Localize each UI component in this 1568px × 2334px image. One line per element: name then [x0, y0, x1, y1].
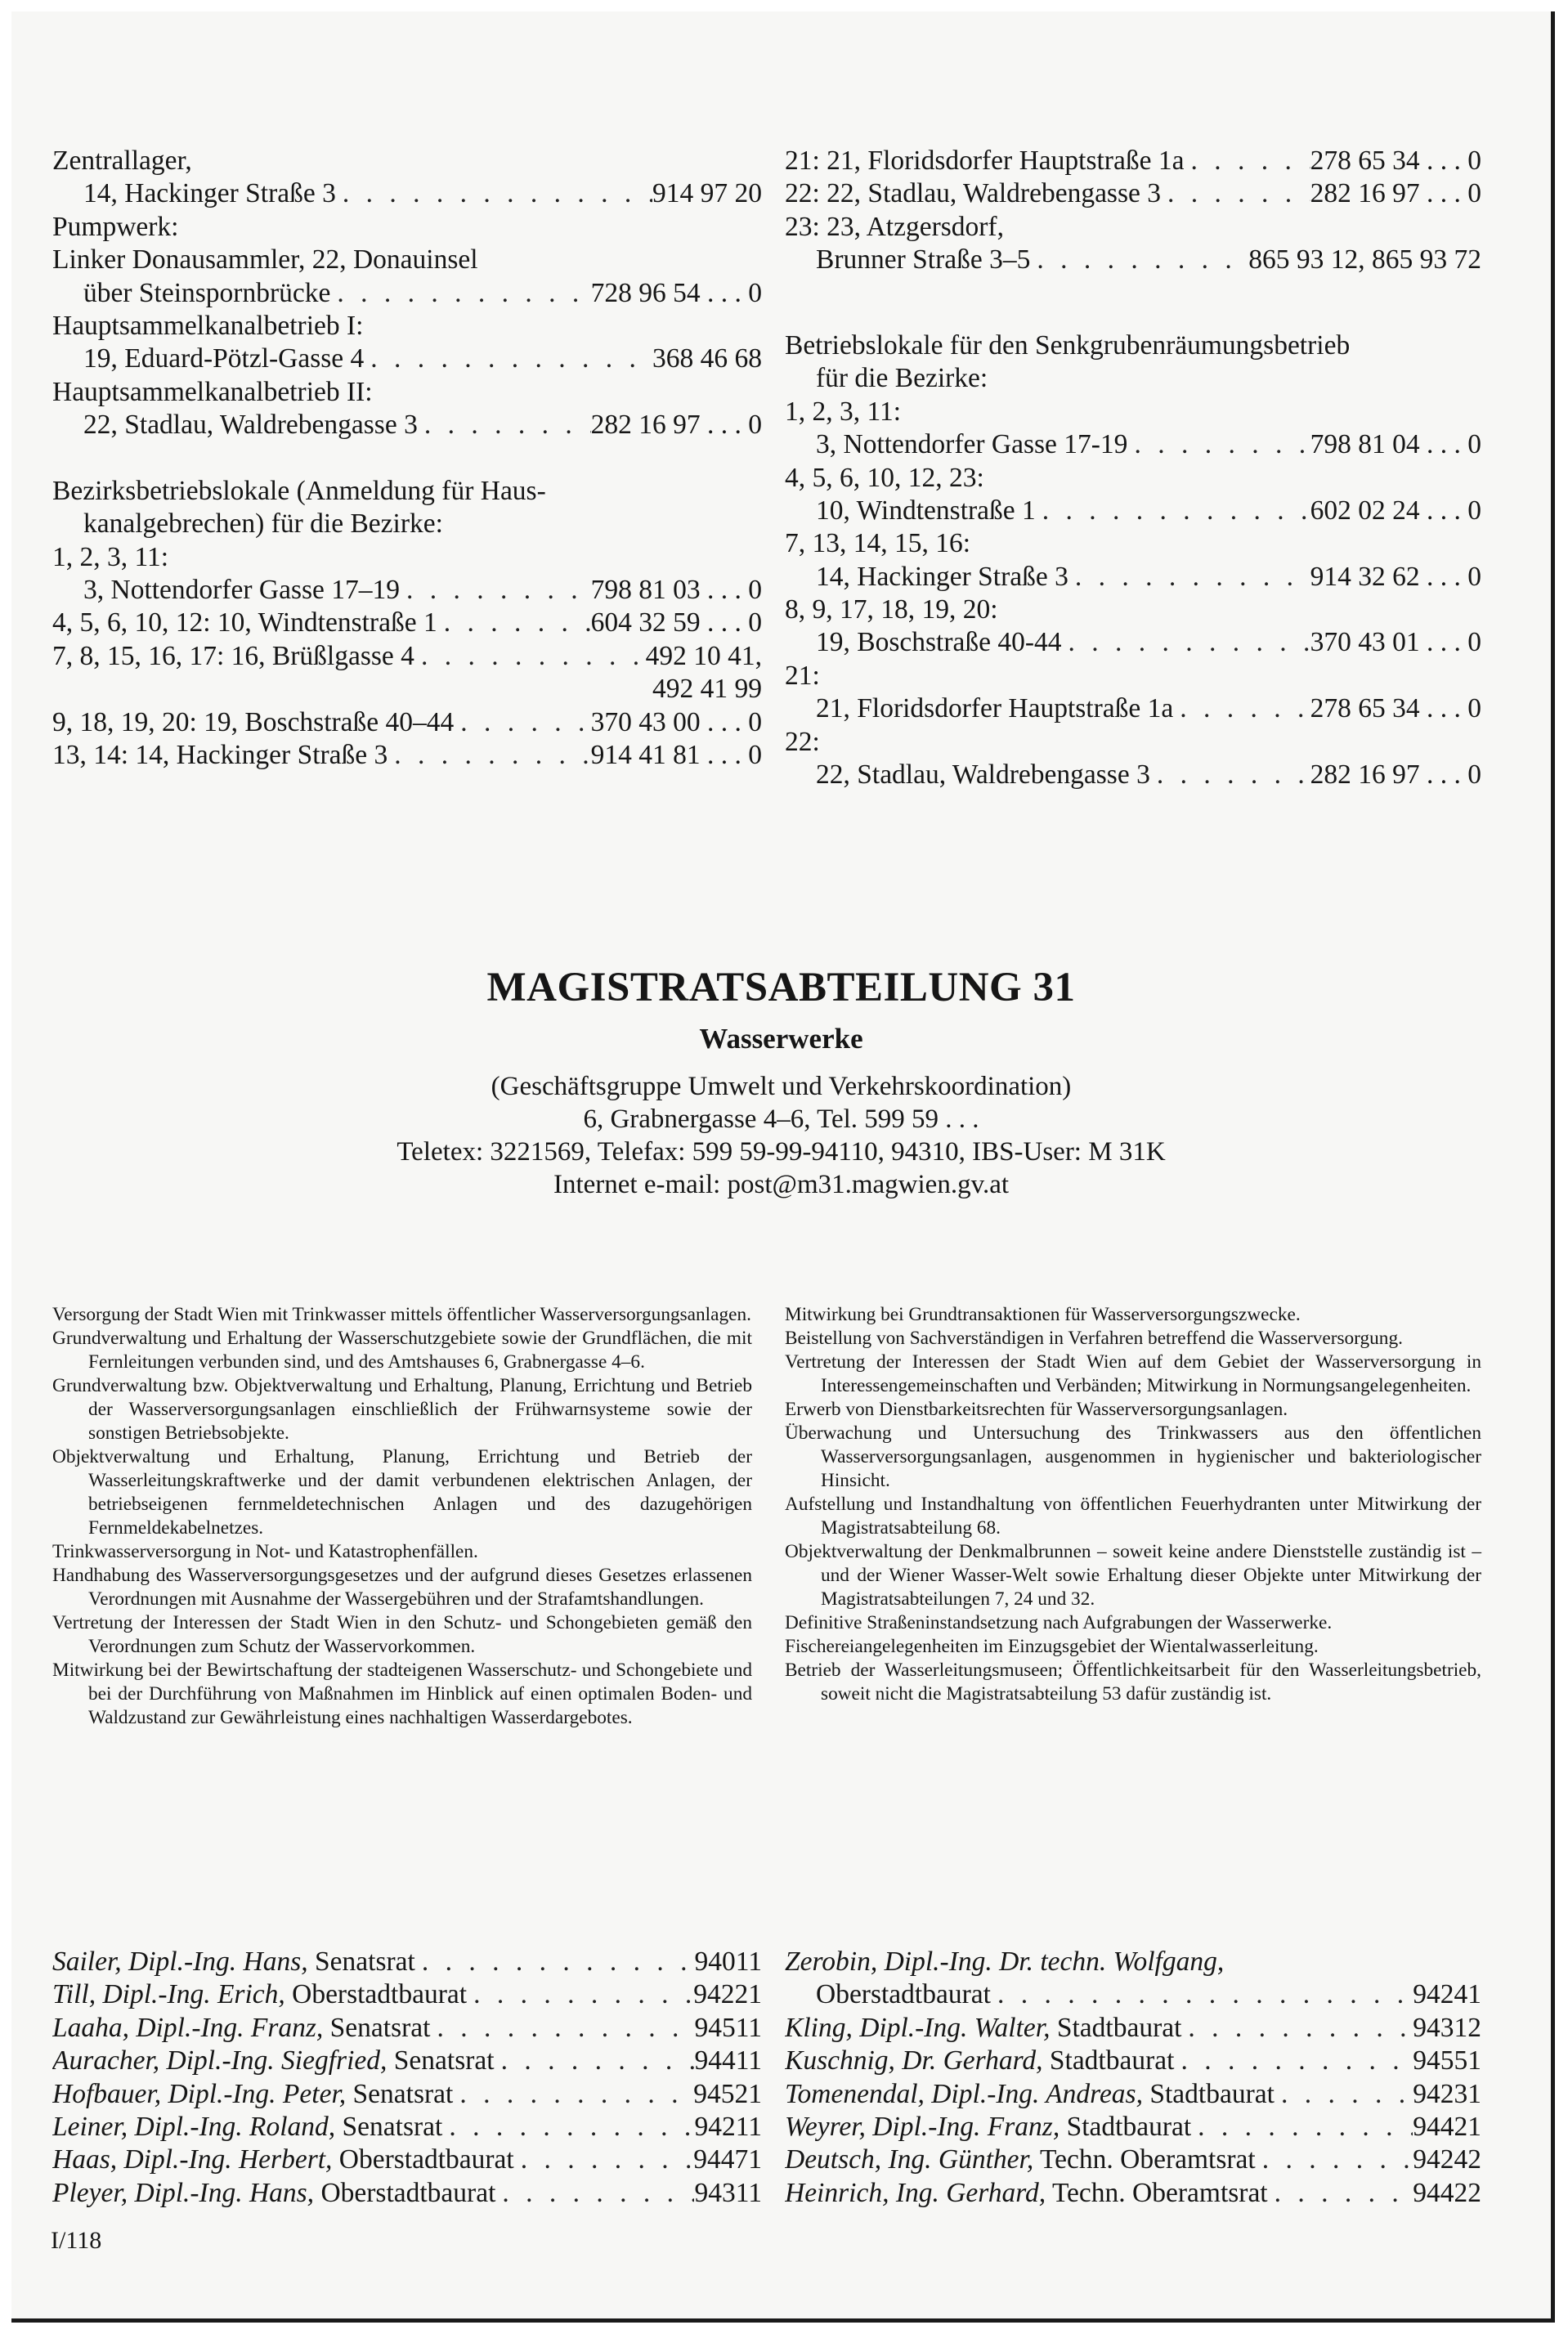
email-line: Internet e-mail: post@m31.magwien.gv.at: [553, 1170, 1010, 1199]
pumpwerk-entry: über Steinspornbrücke . . . 728 96 54 . . . 0: [52, 277, 762, 310]
duty-item: Trinkwasserversorgung in Not- und Katastrophenfällen.: [52, 1541, 478, 1562]
duty-item: Handhabung des Wasserversorgungsgesetzes und der aufgrund dieses Gesetzes erlassenen Verordnungen mit Ausnahme der Wassergebühren und der Strafamtshandlungen.: [52, 1565, 752, 1610]
senk-group-5: 21:: [785, 660, 820, 691]
senk-entry-5: 21, Floridsdorfer Hauptstraße 1a . . . 278 65 34 . . . 0: [785, 692, 1481, 725]
staff-row: Till, Dipl.-Ing. Erich, Oberstadtbaurat . . . 94221: [52, 1978, 762, 2011]
duty-item: Grundverwaltung bzw. Objektverwaltung und Erhaltung, Planung, Errichtung und Betrieb der Wasserversorgungsanlagen einschließlich der Frühwarnsysteme sowie der sonstigen Betriebsobjekte.: [52, 1375, 752, 1444]
document-page: [11, 11, 1555, 2323]
nottendorfer-entry: 3, Nottendorfer Gasse 17–19 . . . 798 81 03 . . . 0: [52, 574, 762, 607]
pumpwerk-line: Linker Donausammler, 22, Donauinsel: [52, 244, 478, 276]
hackinger-entry: 13, 14: 14, Hackinger Straße 3 . . . 914 41 81 . . . 0: [52, 739, 762, 772]
duty-item: Mitwirkung bei Grundtransaktionen für Wasserversorgungszwecke.: [785, 1304, 1301, 1325]
staff-row: Haas, Dipl.-Ing. Herbert, Oberstadtbaurat . . . 94471: [52, 2144, 762, 2176]
duties-right-column: [785, 1303, 1481, 1706]
bruessl-second-number: 492 41 99: [652, 674, 762, 705]
staff-row: Kuschnig, Dr. Gerhard, Stadtbaurat . . . 94551: [785, 2045, 1481, 2077]
senk-group-3: 7, 13, 14, 15, 16:: [785, 528, 971, 559]
teletex-line: Teletex: 3221569, Telefax: 599 59-99-94110, 94310, IBS-User: M 31K: [396, 1137, 1166, 1167]
zentrallager-entry: 14, Hackinger Straße 3 . . . 914 97 20: [52, 177, 762, 210]
staff-row: Hofbauer, Dipl.-Ing. Peter, Senatsrat . . . 94521: [52, 2078, 762, 2111]
duty-item: Vertretung der Interessen der Stadt Wien auf dem Gebiet der Wasserversorgung in Interessengemeinschaften und Verbänden; Mitwirkung in Normungsangelegenheiten.: [785, 1351, 1481, 1396]
duty-item: Grundverwaltung und Erhaltung der Wasserschutzgebiete sowie der Grundflächen, die mit Fernleitungen verbunden sind, und des Amtshauses 6, Grabnergasse 4–6.: [52, 1328, 752, 1373]
bezirks-heading-2: kanalgebrechen) für die Bezirke:: [83, 508, 443, 540]
duty-item: Objektverwaltung der Denkmalbrunnen – soweit keine andere Dienststelle zuständig ist – und der Wiener Wasser-Welt sowie Erhaltung dieser Objekte unter Mitwirkung der Magistratsabteilungen 7, 24 und 32.: [785, 1541, 1481, 1610]
duty-item: Überwachung und Untersuchung des Trinkwassers aus den öffentlichen Wasserversorgungsanlagen, ausgenommen in hygienischer und bakteriologischer Hinsicht.: [785, 1422, 1481, 1491]
atzgersdorf-heading: 23: 23, Atzgersdorf,: [785, 211, 1004, 242]
duty-item: Versorgung der Stadt Wien mit Trinkwasser mittels öffentlicher Wasserversorgungsanlagen.: [52, 1304, 751, 1325]
hauptsammel2-entry: 22, Stadlau, Waldrebengasse 3 . . . 282 16 97 . . . 0: [52, 409, 762, 441]
duty-item: Betrieb der Wasserleitungsmuseen; Öffentlichkeitsarbeit für den Wasserleitungsbetrieb, soweit nicht die Magistratsabteilung 53 dafür zuständig ist.: [785, 1660, 1481, 1705]
department-title: MAGISTRATSABTEILUNG 31: [486, 965, 1076, 1010]
staff-row: Kling, Dipl.-Ing. Walter, Stadtbaurat . . . 94312: [785, 2012, 1481, 2045]
boschstrasse-entry: 9, 18, 19, 20: 19, Boschstraße 40–44 . . . 370 43 00 . . . 0: [52, 706, 762, 739]
zentrallager-heading: Zentrallager,: [52, 146, 192, 176]
pumpwerk-heading: Pumpwerk:: [52, 211, 179, 242]
windtenstrasse-entry: 4, 5, 6, 10, 12: 10, Windtenstraße 1 . . . 604 32 59 . . . 0: [52, 607, 762, 639]
brunner-entry: Brunner Straße 3–5 . . . 865 93 12, 865 93 72: [785, 244, 1481, 276]
senk-entry-6: 22, Stadlau, Waldrebengasse 3 . . . 282 16 97 . . . 0: [785, 759, 1481, 791]
duty-item: Vertretung der Interessen der Stadt Wien in den Schutz- und Schongebieten gemäß den Verordnungen zum Schutz der Wasservorkommen.: [52, 1612, 752, 1657]
senk-group-6: 22:: [785, 726, 820, 757]
top-right-column: [785, 145, 1481, 791]
staff-row-name: Zerobin, Dipl.-Ing. Dr. techn. Wolfgang,: [785, 1946, 1225, 1977]
staff-row: Oberstadtbaurat . . . 94241: [785, 1978, 1481, 2011]
senk-group-1: 1, 2, 3, 11:: [785, 396, 902, 427]
duty-item: Fischereiangelegenheiten im Einzugsgebiet der Wientalwasserleitung.: [785, 1636, 1319, 1657]
hauptsammel2-heading: Hauptsammelkanalbetrieb II:: [52, 376, 373, 407]
bezirks-heading-1: Bezirksbetriebslokale (Anmeldung für Haus-: [52, 475, 546, 506]
senk-group-2: 4, 5, 6, 10, 12, 23:: [785, 462, 984, 493]
staff-row: Sailer, Dipl.-Ing. Hans, Senatsrat . . . 94011: [52, 1946, 762, 1978]
business-group: (Geschäftsgruppe Umwelt und Verkehrskoordination): [491, 1072, 1072, 1101]
staff-row: Weyrer, Dipl.-Ing. Franz, Stadtbaurat . . . 94421: [785, 2111, 1481, 2144]
duty-item: Beistellung von Sachverständigen in Verfahren betreffend die Wasserversorgung.: [785, 1328, 1403, 1349]
staff-row: Heinrich, Ing. Gerhard, Techn. Oberamtsrat . . . 94422: [785, 2177, 1481, 2210]
duty-item: Objektverwaltung und Erhaltung, Planung, Errichtung und Betrieb der Wasserleitungskraftwerke und der damit verbundenen elektrischen Anlagen, der betriebseigenen fernmeldetechnischen Anlagen und des dazugehörigen Fernmeldekabelnetzes.: [52, 1446, 752, 1539]
staff-row: Deutsch, Ing. Günther, Techn. Oberamtsrat . . . 94242: [785, 2144, 1481, 2176]
stadlau-entry: 22: 22, Stadlau, Waldrebengasse 3 . . . 282 16 97 . . . 0: [785, 177, 1481, 210]
staff-row: Auracher, Dipl.-Ing. Siegfried, Senatsrat . . . 94411: [52, 2045, 762, 2077]
hauptsammel1-heading: Hauptsammelkanalbetrieb I:: [52, 310, 364, 341]
duty-item: Mitwirkung bei der Bewirtschaftung der stadteigenen Wasserschutz- und Schongebiete und bei der Durchführung von Maßnahmen im Hinblick auf einen optimalen Boden- und Waldzustand zur Gewährleistung eines nachhaltigen Wasserdargebotes.: [52, 1660, 752, 1728]
floridsdorf-entry: 21: 21, Floridsdorfer Hauptstraße 1a . . . 278 65 34 . . . 0: [785, 145, 1481, 177]
senk-entry-3: 14, Hackinger Straße 3 . . . 914 32 62 . . . 0: [785, 561, 1481, 594]
page-number: I/118: [51, 2227, 102, 2254]
duty-item: Aufstellung und Instandhaltung von öffentlichen Feuerhydranten unter Mitwirkung der Magistratsabteilung 68.: [785, 1494, 1481, 1539]
senk-entry-4: 19, Boschstraße 40-44 . . . 370 43 01 . . . 0: [785, 626, 1481, 659]
senk-heading-1: Betriebslokale für den Senkgrubenräumungsbetrieb: [785, 329, 1351, 361]
senk-entry-1: 3, Nottendorfer Gasse 17-19 . . . 798 81 04 . . . 0: [785, 428, 1481, 461]
hauptsammel1-entry: 19, Eduard-Pötzl-Gasse 4 . . . 368 46 68: [52, 343, 762, 375]
staff-right-column: [785, 1946, 1481, 2210]
bezirks-group-1: 1, 2, 3, 11:: [52, 541, 169, 572]
staff-row: Leiner, Dipl.-Ing. Roland, Senatsrat . . . 94211: [52, 2111, 762, 2144]
senk-heading-2: für die Bezirke:: [816, 363, 988, 394]
senk-entry-2: 10, Windtenstraße 1 . . . 602 02 24 . . . 0: [785, 495, 1481, 527]
bruessl-entry: 7, 8, 15, 16, 17: 16, Brüßlgasse 4 . . . 492 10 41,: [52, 640, 762, 673]
top-left-column: [52, 145, 762, 772]
staff-row: Pleyer, Dipl.-Ing. Hans, Oberstadtbaurat . . . 94311: [52, 2177, 762, 2210]
contact-block: [11, 1070, 1551, 1201]
staff-left-column: [52, 1946, 762, 2210]
duty-item: Erwerb von Dienstbarkeitsrechten für Wasserversorgungsanlagen.: [785, 1399, 1288, 1420]
staff-row: Laaha, Dipl.-Ing. Franz, Senatsrat . . . 94511: [52, 2012, 762, 2045]
department-subtitle: Wasserwerke: [699, 1023, 863, 1055]
address-line: 6, Grabnergasse 4–6, Tel. 599 59 . . .: [583, 1104, 979, 1134]
staff-row: Tomenendal, Dipl.-Ing. Andreas, Stadtbaurat . . . 94231: [785, 2078, 1481, 2111]
duty-item: Definitive Straßeninstandsetzung nach Aufgrabungen der Wasserwerke.: [785, 1612, 1333, 1633]
duties-left-column: [52, 1303, 752, 1730]
senk-group-4: 8, 9, 17, 18, 19, 20:: [785, 594, 998, 625]
